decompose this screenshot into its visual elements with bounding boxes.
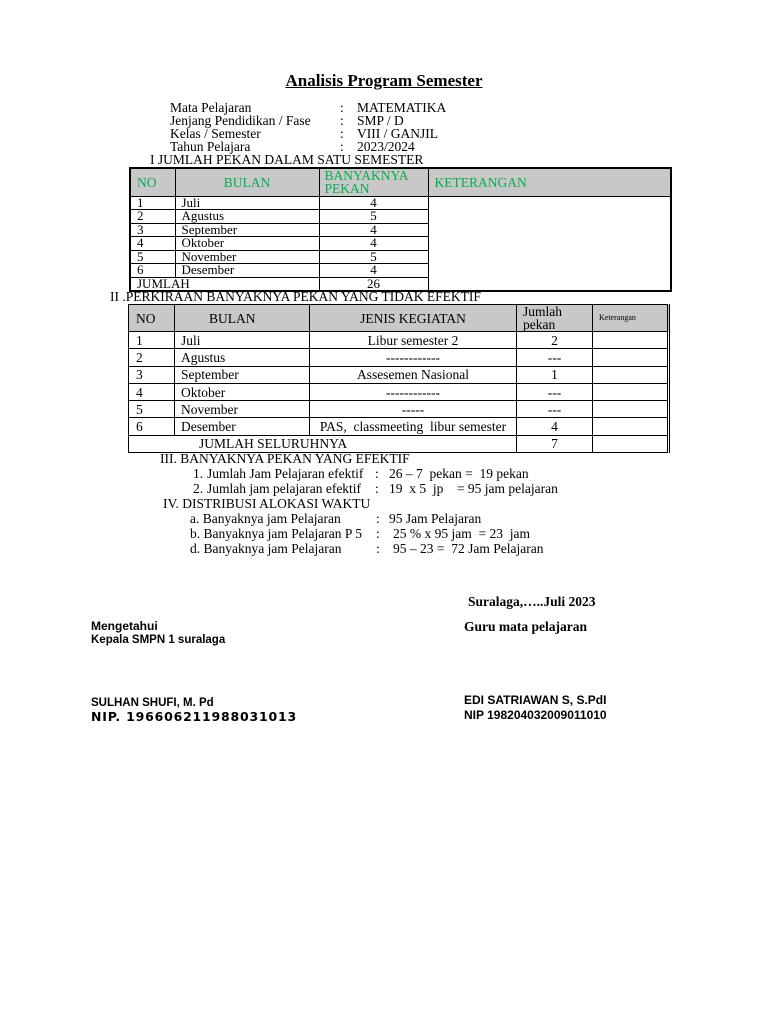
allocation-item bbox=[0, 512, 768, 526]
cell-remarks bbox=[593, 332, 669, 349]
info-value: SMP / D bbox=[357, 113, 404, 128]
table-header-row bbox=[130, 168, 671, 196]
table-row bbox=[129, 383, 669, 400]
cell-activity: Assesemen Nasional bbox=[310, 366, 517, 383]
total-label: JUMLAH bbox=[130, 277, 319, 291]
item-separator: : bbox=[375, 481, 379, 496]
table-header-row bbox=[129, 305, 669, 332]
cell-month: Juli bbox=[175, 196, 319, 210]
table-row bbox=[129, 418, 669, 435]
header-week-count bbox=[517, 305, 593, 332]
info-separator: : bbox=[340, 126, 344, 141]
item-label: d. Banyaknya jam Pelajaran bbox=[190, 541, 342, 556]
item-value: 95 – 23 = 72 Jam Pelajaran bbox=[393, 541, 544, 556]
cell-no: 2 bbox=[130, 210, 175, 224]
cell-month: Oktober bbox=[175, 383, 310, 400]
cell-month: September bbox=[175, 366, 310, 383]
cell-week-count: 4 bbox=[319, 223, 428, 237]
cell-remarks bbox=[593, 366, 669, 383]
table-row bbox=[129, 332, 669, 349]
item-number: 2. bbox=[193, 481, 204, 496]
cell-no: 3 bbox=[130, 223, 175, 237]
cell-remarks bbox=[428, 196, 671, 291]
cell-no: 5 bbox=[129, 401, 175, 418]
cell-no: 3 bbox=[129, 366, 175, 383]
cell-no: 5 bbox=[130, 250, 175, 264]
cell-week-count: 4 bbox=[517, 418, 593, 435]
info-label: Jenjang Pendidikan / Fase bbox=[170, 113, 311, 128]
left-signature-nip: NIP. 196606211988031013 bbox=[91, 709, 298, 724]
info-separator: : bbox=[340, 113, 344, 128]
allocation-item bbox=[0, 527, 768, 541]
info-separator: : bbox=[340, 100, 344, 115]
table-row bbox=[129, 366, 669, 383]
cell-no: 4 bbox=[129, 383, 175, 400]
cell-month: Agustus bbox=[175, 210, 319, 224]
cell-week-count: 5 bbox=[319, 250, 428, 264]
header-activity: JENIS KEGIATAN bbox=[310, 305, 517, 332]
cell-month: September bbox=[175, 223, 319, 237]
left-signature-role: Kepala SMPN 1 suralaga bbox=[91, 634, 226, 646]
effective-item bbox=[0, 467, 768, 481]
header-week-count bbox=[319, 168, 428, 196]
info-label: Tahun Pelajara bbox=[170, 139, 251, 154]
info-value: 2023/2024 bbox=[357, 139, 415, 154]
item-separator: : bbox=[375, 466, 379, 481]
cell-month: Desember bbox=[175, 418, 310, 435]
cell-remarks bbox=[593, 383, 669, 400]
cell-activity: ------------ bbox=[310, 349, 517, 366]
cell-week-count: 5 bbox=[319, 210, 428, 224]
ineffective-weeks-table bbox=[128, 304, 670, 453]
info-separator: : bbox=[340, 139, 344, 154]
cell-remarks bbox=[593, 349, 669, 366]
header-remarks: Keterangan bbox=[593, 305, 669, 332]
left-signature-heading: Mengetahui bbox=[91, 619, 158, 633]
cell-week-count: 4 bbox=[319, 196, 428, 210]
cell-week-count: --- bbox=[517, 401, 593, 418]
weeks-per-semester-table bbox=[129, 167, 672, 292]
right-signature-nip: NIP 198204032009011010 bbox=[464, 708, 607, 722]
cell-activity: PAS, classmeeting libur semester bbox=[310, 418, 517, 435]
total-label: JUMLAH SELURUHNYA bbox=[129, 435, 517, 452]
cell-month: November bbox=[175, 250, 319, 264]
item-label: b. Banyaknya jam Pelajaran P 5 bbox=[190, 526, 362, 541]
right-signature-name: EDI SATRIAWAN S, S.PdI bbox=[464, 693, 607, 707]
item-label: Jumlah jam pelajaran efektif bbox=[207, 481, 362, 496]
effective-item bbox=[0, 482, 768, 496]
cell-remarks bbox=[593, 418, 669, 435]
place-date: Suralaga,…..Juli 2023 bbox=[468, 594, 596, 609]
info-label: Mata Pelajaran bbox=[170, 100, 252, 115]
cell-week-count: --- bbox=[517, 349, 593, 366]
cell-activity: Libur semester 2 bbox=[310, 332, 517, 349]
cell-week-count: 4 bbox=[319, 237, 428, 251]
cell-no: 4 bbox=[130, 237, 175, 251]
item-value: 19 x 5 jp = 95 jam pelajaran bbox=[389, 481, 558, 496]
cell-week-count: 1 bbox=[517, 366, 593, 383]
total-value: 7 bbox=[517, 435, 593, 452]
section-2-heading: II .PERKIRAAN BANYAKNYA PEKAN YANG TIDAK EFEKTIF bbox=[110, 289, 481, 304]
info-value: MATEMATIKA bbox=[357, 100, 447, 115]
item-separator: : bbox=[376, 541, 380, 556]
cell-week-count: --- bbox=[517, 383, 593, 400]
item-label: Jumlah Jam Pelajaran efektif bbox=[207, 466, 364, 481]
cell-no: 6 bbox=[130, 264, 175, 278]
cell-activity: ------------ bbox=[310, 383, 517, 400]
section-3-heading: III. BANYAKNYA PEKAN YANG EFEKTIF bbox=[160, 451, 410, 466]
cell-month: Desember bbox=[175, 264, 319, 278]
item-value: 25 % x 95 jam = 23 jam bbox=[393, 526, 530, 541]
table-row bbox=[129, 401, 669, 418]
cell-month: Juli bbox=[175, 332, 310, 349]
item-value: 95 Jam Pelajaran bbox=[389, 511, 482, 526]
total-value: 26 bbox=[319, 277, 428, 291]
info-label: Kelas / Semester bbox=[170, 126, 261, 141]
item-label: a. Banyaknya jam Pelajaran bbox=[190, 511, 341, 526]
total-row bbox=[129, 435, 669, 452]
cell-remarks bbox=[593, 401, 669, 418]
section-4-heading: IV. DISTRIBUSI ALOKASI WAKTU bbox=[163, 496, 371, 511]
item-separator: : bbox=[376, 511, 380, 526]
document-title: Analisis Program Semester bbox=[285, 71, 483, 90]
table-row bbox=[129, 349, 669, 366]
cell-week-count: 4 bbox=[319, 264, 428, 278]
header-week-count-label: BANYAKNYA PEKAN bbox=[324, 168, 408, 197]
item-value: 26 – 7 pekan = 19 pekan bbox=[389, 466, 529, 481]
header-no: NO bbox=[130, 168, 175, 196]
cell-remarks bbox=[593, 435, 669, 452]
right-signature-role: Guru mata pelajaran bbox=[464, 619, 587, 634]
cell-no: 2 bbox=[129, 349, 175, 366]
cell-month: November bbox=[175, 401, 310, 418]
header-month: BULAN bbox=[175, 168, 319, 196]
header-week-count-label: Jumlah pekan bbox=[523, 304, 562, 332]
cell-month: Oktober bbox=[175, 237, 319, 251]
header-month: BULAN bbox=[175, 305, 310, 332]
cell-no: 1 bbox=[130, 196, 175, 210]
section-1-heading: I JUMLAH PEKAN DALAM SATU SEMESTER bbox=[150, 152, 424, 167]
cell-no: 6 bbox=[129, 418, 175, 435]
item-separator: : bbox=[376, 526, 380, 541]
cell-week-count: 2 bbox=[517, 332, 593, 349]
header-no: NO bbox=[129, 305, 175, 332]
left-signature-name: SULHAN SHUFI, M. Pd bbox=[91, 697, 214, 709]
item-number: 1. bbox=[193, 466, 204, 481]
cell-month: Agustus bbox=[175, 349, 310, 366]
header-remarks: KETERANGAN bbox=[428, 168, 671, 196]
allocation-item bbox=[0, 542, 768, 556]
cell-no: 1 bbox=[129, 332, 175, 349]
info-value: VIII / GANJIL bbox=[357, 126, 438, 141]
cell-activity: ----- bbox=[310, 401, 517, 418]
